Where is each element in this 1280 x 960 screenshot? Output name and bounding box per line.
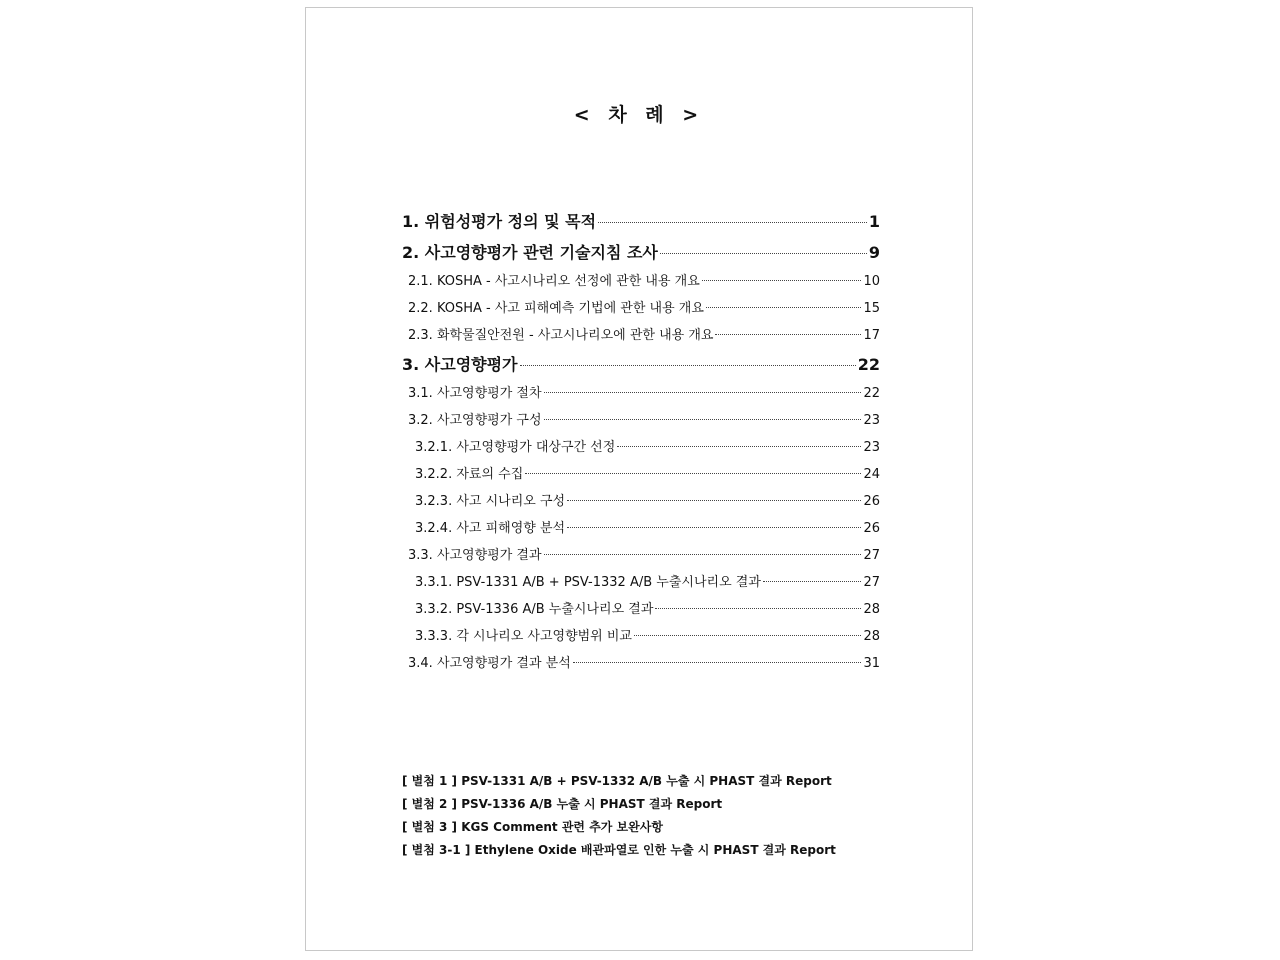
attachment-item: [ 별첨 3-1 ] Ethylene Oxide 배관파열로 인한 누출 시 PHAST 결과 Report <box>402 843 836 857</box>
toc-entry-page-number: 22 <box>857 355 880 374</box>
toc-dot-leader <box>655 608 861 609</box>
toc-dot-leader <box>617 446 861 447</box>
toc-dot-leader <box>573 662 862 663</box>
attachment-item: [ 별첨 2 ] PSV-1336 A/B 누출 시 PHAST 결과 Report <box>402 797 723 811</box>
toc-entry-label: 2.1. KOSHA - 사고시나리오 선정에 관한 내용 개요 <box>408 274 700 289</box>
toc-entry[interactable] <box>402 596 880 623</box>
toc-entry[interactable] <box>402 623 880 650</box>
toc-entry[interactable] <box>402 206 880 237</box>
toc-entry-page-number: 27 <box>863 548 880 563</box>
toc-dot-leader <box>525 473 861 474</box>
toc-entry-label: 3.3.1. PSV-1331 A/B + PSV-1332 A/B 누출시나리오 결과 <box>415 575 761 590</box>
toc-entry-page-number: 23 <box>863 440 880 455</box>
table-of-contents <box>402 206 880 677</box>
attachments-list <box>402 770 836 862</box>
page-title: < 차 례 > <box>573 104 705 126</box>
toc-entry-page-number: 28 <box>863 629 880 644</box>
toc-dot-leader <box>660 253 867 254</box>
toc-entry-page-number: 23 <box>863 413 880 428</box>
toc-dot-leader <box>634 635 861 636</box>
toc-dot-leader <box>567 500 861 501</box>
toc-entry-page-number: 24 <box>863 467 880 482</box>
toc-dot-leader <box>598 222 867 223</box>
toc-entry-label: 3.3.3. 각 시나리오 사고영향범위 비교 <box>415 629 632 644</box>
toc-dot-leader <box>544 392 862 393</box>
toc-entry[interactable] <box>402 488 880 515</box>
toc-entry-label: 3.3.2. PSV-1336 A/B 누출시나리오 결과 <box>415 602 654 617</box>
toc-entry[interactable] <box>402 542 880 569</box>
toc-entry[interactable] <box>402 569 880 596</box>
toc-entry-label: 2. 사고영향평가 관련 기술지침 조사 <box>402 243 658 262</box>
toc-dot-leader <box>715 334 861 335</box>
toc-entry[interactable] <box>402 515 880 542</box>
toc-entry-label: 3.2.2. 자료의 수집 <box>415 467 524 482</box>
toc-entry-page-number: 26 <box>863 494 880 509</box>
toc-entry-page-number: 22 <box>863 386 880 401</box>
toc-entry[interactable] <box>402 237 880 268</box>
attachment-item: [ 별첨 1 ] PSV-1331 A/B + PSV-1332 A/B 누출 시 PHAST 결과 Report <box>402 774 832 788</box>
attachment-item: [ 별첨 3 ] KGS Comment 관련 추가 보완사항 <box>402 820 663 834</box>
toc-entry-label: 1. 위험성평가 정의 및 목적 <box>402 212 597 231</box>
toc-entry-page-number: 9 <box>868 243 880 262</box>
toc-entry[interactable] <box>402 295 880 322</box>
toc-entry-label: 3.2. 사고영향평가 구성 <box>408 413 542 428</box>
toc-entry-page-number: 27 <box>863 575 880 590</box>
toc-dot-leader <box>544 419 862 420</box>
toc-entry-page-number: 28 <box>863 602 880 617</box>
toc-entry-page-number: 17 <box>863 328 880 343</box>
toc-dot-leader <box>567 527 861 528</box>
toc-entry[interactable] <box>402 322 880 349</box>
toc-entry-label: 2.2. KOSHA - 사고 피해예측 기법에 관한 내용 개요 <box>408 301 704 316</box>
toc-entry[interactable] <box>402 407 880 434</box>
toc-dot-leader <box>520 365 856 366</box>
toc-entry-label: 3.2.1. 사고영향평가 대상구간 선정 <box>415 440 616 455</box>
toc-entry-label: 3.1. 사고영향평가 절차 <box>408 386 542 401</box>
toc-entry[interactable] <box>402 268 880 295</box>
toc-entry-page-number: 1 <box>868 212 880 231</box>
toc-entry[interactable] <box>402 461 880 488</box>
document-page <box>305 7 973 951</box>
toc-entry[interactable] <box>402 650 880 677</box>
toc-entry-page-number: 31 <box>863 656 880 671</box>
toc-entry-label: 2.3. 화학물질안전원 - 사고시나리오에 관한 내용 개요 <box>408 328 714 343</box>
toc-entry-label: 3. 사고영향평가 <box>402 355 518 374</box>
toc-entry[interactable] <box>402 380 880 407</box>
toc-entry-page-number: 10 <box>863 274 880 289</box>
toc-dot-leader <box>544 554 862 555</box>
toc-entry-page-number: 26 <box>863 521 880 536</box>
toc-entry-label: 3.3. 사고영향평가 결과 <box>408 548 542 563</box>
toc-dot-leader <box>706 307 862 308</box>
toc-entry-label: 3.4. 사고영향평가 결과 분석 <box>408 656 571 671</box>
toc-entry-label: 3.2.3. 사고 시나리오 구성 <box>415 494 566 509</box>
toc-entry-page-number: 15 <box>863 301 880 316</box>
toc-dot-leader <box>702 280 862 281</box>
toc-entry-label: 3.2.4. 사고 피해영향 분석 <box>415 521 566 536</box>
toc-entry[interactable] <box>402 349 880 380</box>
toc-entry[interactable] <box>402 434 880 461</box>
toc-dot-leader <box>763 581 862 582</box>
